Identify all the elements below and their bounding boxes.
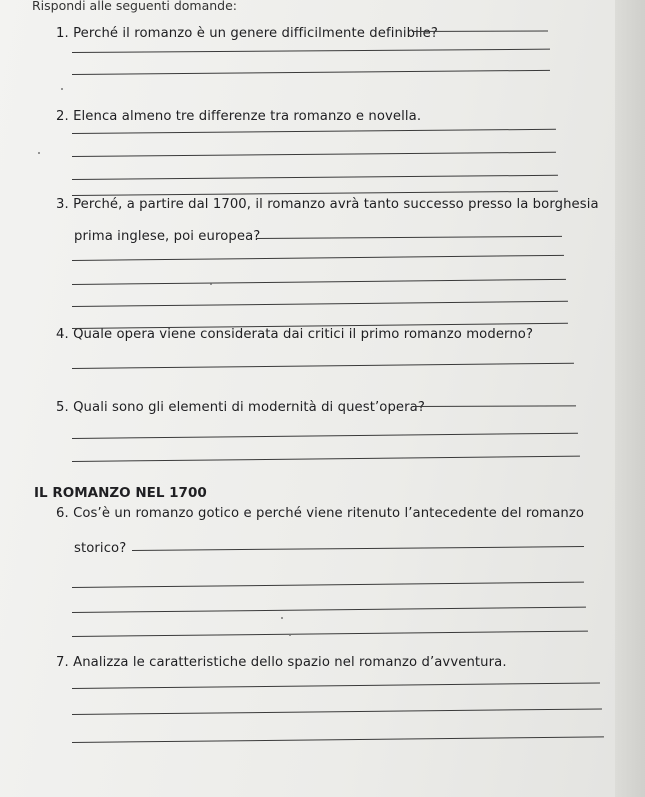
paper-speck — [38, 152, 40, 154]
question-7: 7. Analizza le caratteristiche dello spazio nel romanzo d’avventura. — [56, 655, 507, 670]
section-title: IL ROMANZO NEL 1700 — [34, 485, 207, 501]
paper-speck — [210, 283, 212, 285]
question-1: 1. Perché il romanzo è un genere difficilmente definibile? — [56, 26, 438, 41]
instructions-header: Rispondi alle seguenti domande: — [32, 0, 238, 13]
paper-speck — [281, 617, 283, 619]
question-6-line-1: 6. Cos’è un romanzo gotico e perché viene ritenuto l’antecedente del romanzo — [56, 506, 585, 521]
paper-speck — [61, 88, 63, 90]
paper-speck — [289, 634, 291, 636]
question-4: 4. Quale opera viene considerata dai critici il primo romanzo moderno? — [56, 327, 534, 342]
question-3-line-1: 3. Perché, a partire dal 1700, il romanzo avrà tanto successo presso la borghesia — [56, 197, 599, 212]
question-2: 2. Elenca almeno tre differenze tra romanzo e novella. — [56, 109, 422, 124]
question-3-line-2: prima inglese, poi europea? — [74, 229, 261, 244]
page-edge — [615, 0, 645, 797]
question-6-line-2: storico? — [74, 541, 127, 556]
question-5: 5. Quali sono gli elementi di modernità di quest’opera? — [56, 400, 425, 415]
